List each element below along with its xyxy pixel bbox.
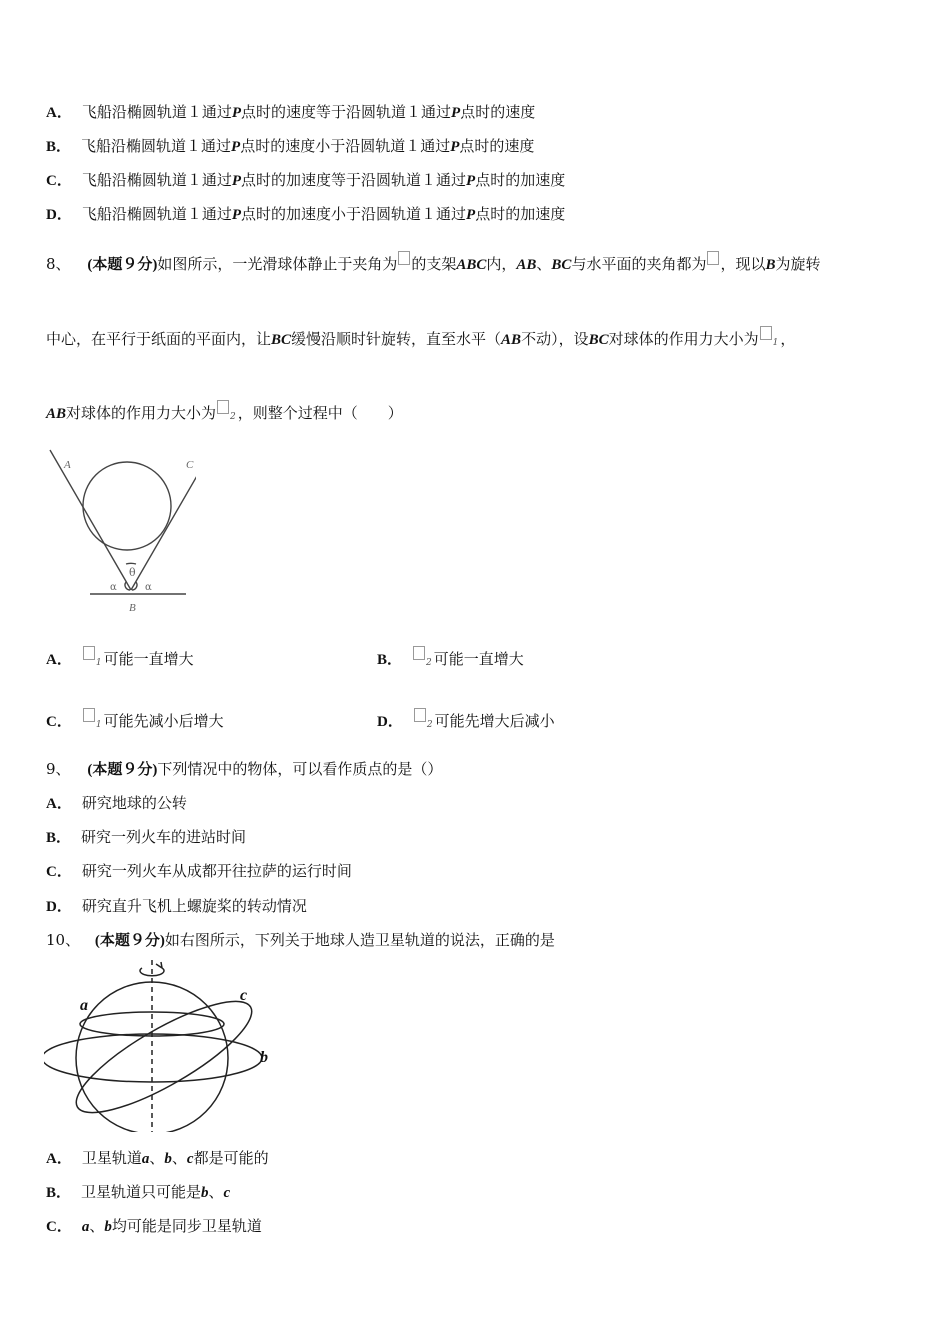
orbit-c-ref: c [223,1185,231,1201]
earth-outline [76,982,228,1132]
q9-option-d[interactable] [46,896,307,917]
q10-option-b[interactable] [46,1182,230,1203]
point-p: P [466,173,476,189]
q10-option-c[interactable] [46,1216,262,1237]
label-bc: BC [551,257,572,273]
label-ab: AB [46,406,67,422]
option-label: C． [46,1219,72,1235]
orbit-b-ref: b [201,1185,209,1201]
ball [83,462,171,550]
option-text: 研究一列火车从成都开往拉萨的运行时间 [81,862,352,880]
orbit-label-b: b [260,1049,268,1066]
q9-stem [46,759,442,780]
label-c: C [186,459,194,471]
force-subscript: 1 [95,658,102,668]
force-placeholder-icon [414,708,426,722]
point-p: P [231,105,242,121]
orbit-a-ref: a [81,1219,90,1235]
option-text: 卫星轨道只可能是 [81,1183,202,1201]
stem-text: 下列情况中的物体，可以看作质点的是（） [157,760,443,778]
force-subscript: 2 [426,658,432,668]
stem-text: ，现以 [720,255,766,273]
orbit-c [63,983,264,1131]
option-label: C． [46,714,72,730]
option-label: A． [46,796,72,812]
stem-text: 与水平面的夹角都为 [571,255,707,273]
angle-arc-theta [126,563,136,564]
stem-text: 的支架 [411,255,457,273]
stem-text: 内， [486,255,517,273]
stem-text: ， [780,330,796,348]
point-p: P [231,139,241,155]
q8-stem-line-2 [46,326,795,353]
stem-text: 如右图所示，下列关于地球人造卫星轨道的说法，正确的是 [164,931,555,949]
stem-text: 缓慢沿顺时针旋转，直至水平（ [291,330,502,348]
q10-option-a[interactable] [46,1148,269,1169]
force-placeholder-icon [83,708,95,722]
orbit-a-ref: a [141,1151,150,1167]
question-number: 10、 [46,931,81,949]
option-label: A． [46,652,72,668]
sphere-in-bracket-figure [46,446,196,618]
option-text: 可能一直增大 [103,650,194,668]
point-p: P [231,207,242,223]
orbit-b-ref: b [104,1219,112,1235]
label-a: A [64,459,71,471]
q10-stem [46,930,555,951]
option-text: 可能先减小后增大 [103,712,224,730]
option-text: 飞船沿椭圆轨道１通过 [81,137,232,155]
stem-text: 为旋转 [775,255,821,273]
option-text: 研究地球的公转 [81,794,187,812]
orbit-c-ref: c [186,1151,194,1167]
option-label: B． [377,652,403,668]
point-p: P [231,173,242,189]
orbit-label-c: c [240,987,248,1004]
option-text: 、 [149,1149,165,1167]
option-text: 、 [208,1183,224,1201]
option-text: 点时的加速度小于沿圆轨道１通过 [241,205,467,223]
q8-option-b[interactable] [377,646,524,673]
point-p: P [451,105,461,121]
q8-option-c[interactable] [46,708,224,735]
option-text: 、 [89,1217,105,1235]
option-text: 飞船沿椭圆轨道１通过 [81,171,232,189]
alpha-placeholder-icon [707,251,719,265]
force-subscript: 1 [95,720,102,730]
option-label: D． [377,714,403,730]
theta-placeholder-icon [398,251,410,265]
option-label: A． [46,1151,72,1167]
option-label: B． [46,830,72,846]
q8-option-a[interactable] [46,646,194,673]
label-ab: AB [501,332,522,348]
option-label: C． [46,864,72,880]
option-label: D． [46,207,72,223]
stem-text: 、 [536,255,552,273]
option-text: 均可能是同步卫星轨道 [111,1217,262,1235]
question-score: (本题９分) [87,257,158,273]
option-text: 飞船沿椭圆轨道１通过 [81,205,232,223]
q8-stem-line-3 [46,400,403,427]
force-placeholder-icon [217,400,229,414]
label-bc: BC [271,332,292,348]
q7-option-c[interactable] [46,170,565,191]
option-label: D． [46,899,72,915]
option-text: 点时的加速度等于沿圆轨道１通过 [241,171,467,189]
force-subscript: 2 [426,720,433,730]
force-subscript: 2 [230,412,236,422]
option-text: 可能一直增大 [433,650,524,668]
option-text: 点时的速度 [460,103,536,121]
label-alpha-left: α [110,582,117,593]
question-number: 8、 [46,255,71,273]
option-text: 研究一列火车的进站时间 [81,828,247,846]
option-text: 、 [171,1149,187,1167]
q8-option-d[interactable] [377,708,555,735]
question-number: 9、 [46,760,71,778]
question-score: (本题９分) [94,933,165,949]
label-alpha-right: α [145,582,152,593]
option-text: 点时的加速度 [475,171,566,189]
question-score: (本题９分) [87,762,158,778]
stem-text: 对球体的作用力大小为 [66,404,217,422]
satellite-orbits-figure [44,960,284,1132]
option-label: B． [46,139,72,155]
stem-text: ，则整个过程中（ ） [237,404,403,422]
force-placeholder-icon [413,646,425,660]
force-placeholder-icon [760,326,772,340]
option-label: A． [46,105,72,121]
force-subscript: 1 [772,338,779,348]
force-placeholder-icon [83,646,95,660]
option-text: 点时的加速度 [475,205,566,223]
point-p: P [466,207,476,223]
q8-stem-line-1 [46,251,821,275]
label-b: B [765,257,776,273]
stem-text: 对球体的作用力大小为 [608,330,759,348]
label-ab: AB [516,257,537,273]
q9-option-a[interactable] [46,793,187,814]
option-text: 飞船沿椭圆轨道１通过 [81,103,232,121]
option-text: 点时的速度小于沿圆轨道１通过 [240,137,451,155]
orbit-label-a: a [80,997,88,1014]
option-text: 都是可能的 [193,1149,269,1167]
label-bc: BC [588,332,609,348]
option-text: 可能先增大后减小 [434,712,555,730]
q7-option-d[interactable] [46,204,565,225]
label-abc: ABC [456,257,487,273]
option-text: 研究直升飞机上螺旋桨的转动情况 [81,897,307,915]
option-text: 卫星轨道 [81,1149,142,1167]
label-theta: θ [129,566,136,579]
point-p: P [450,139,460,155]
q7-option-a[interactable] [46,102,535,123]
stem-text: 如图所示，一光滑球体静止于夹角为 [157,255,398,273]
arm-bc [131,450,196,590]
option-text: 点时的速度等于沿圆轨道１通过 [241,103,452,121]
label-b: B [129,602,136,614]
option-text: 点时的速度 [459,137,535,155]
option-label: C． [46,173,72,189]
q9-option-b[interactable] [46,827,246,848]
arm-ab [50,450,131,590]
stem-text: 中心，在平行于纸面的平面内，让 [46,330,272,348]
q7-option-b[interactable] [46,136,534,157]
option-label: B． [46,1185,72,1201]
q9-option-c[interactable] [46,861,352,882]
orbit-b-ref: b [164,1151,172,1167]
stem-text: 不动），设 [521,330,589,348]
